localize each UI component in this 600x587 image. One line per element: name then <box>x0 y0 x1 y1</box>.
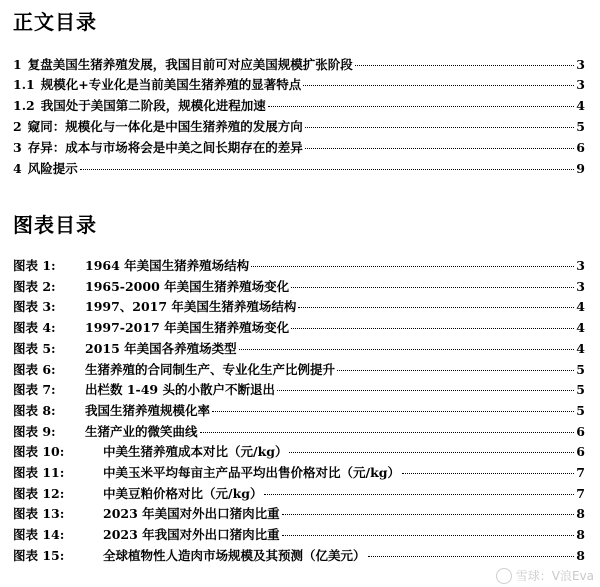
figure-entry-page: 3 <box>576 258 585 273</box>
figure-entry-title: 中美生猪养殖成本对比（元/kg） <box>103 444 288 460</box>
dot-leader <box>289 451 574 453</box>
figure-entry-prefix: 图表 10: <box>13 444 65 460</box>
figure-entry-page: 7 <box>576 465 585 480</box>
figure-entry-title: 1997-2017 年美国生猪养殖场变化 <box>85 320 290 336</box>
figure-entry-prefix: 图表 4: <box>13 320 56 336</box>
figure-entry-page: 8 <box>576 547 585 563</box>
figure-entry-prefix: 图表 15: <box>13 547 65 563</box>
figure-entry-title: 1997、2017 年美国生猪养殖场结构 <box>85 299 297 315</box>
figure-entry-page: 4 <box>576 340 585 356</box>
snowball-logo-icon <box>496 568 512 584</box>
figure-entry[interactable] <box>13 484 585 504</box>
toc-entry-page: 3 <box>576 77 585 92</box>
figure-entry-page: 4 <box>576 299 585 315</box>
toc-entry-number: 1 <box>13 57 22 72</box>
figure-entry[interactable] <box>13 360 585 380</box>
dot-leader <box>303 84 574 86</box>
figure-entry-prefix: 图表 14: <box>13 527 65 543</box>
figure-entry-title: 出栏数 1-49 头的小散户不断退出 <box>85 382 275 398</box>
dot-leader <box>264 493 574 495</box>
toc-entry-page: 3 <box>576 57 585 72</box>
figure-entry-title: 生猪养殖的合同制生产、专业化生产比例提升 <box>85 361 336 377</box>
figure-entry[interactable] <box>13 401 585 421</box>
figure-entry-title: 中美豆粕价格对比（元/kg） <box>103 485 263 501</box>
dot-leader <box>212 410 574 412</box>
figures-heading: 图表目录 <box>13 213 97 237</box>
toc-entry-title: 存异：成本与市场将会是中美之间长期存在的差异 <box>27 140 303 155</box>
figure-entry-title: 1964 年美国生猪养殖场结构 <box>85 258 250 273</box>
figure-entry-prefix: 图表 11: <box>13 465 65 480</box>
figure-entry-page: 5 <box>576 402 585 418</box>
figure-entry-page: 8 <box>576 527 585 543</box>
toc-entry[interactable] <box>13 75 585 95</box>
toc-entry-title: 规模化+专业化是当前美国生猪养殖的显著特点 <box>40 77 302 92</box>
figure-entry-prefix: 图表 13: <box>13 506 65 522</box>
figure-entry[interactable] <box>13 463 585 483</box>
toc-entry-title: 窥同：规模化与一体化是中国生猪养殖的发展方向 <box>27 119 303 134</box>
toc-entry[interactable] <box>13 138 585 158</box>
figure-entry-prefix: 图表 8: <box>13 402 56 418</box>
figure-entry-page: 6 <box>576 423 585 439</box>
figure-entry-prefix: 图表 2: <box>13 278 56 294</box>
dot-leader <box>239 348 575 350</box>
toc-entry[interactable] <box>13 55 585 75</box>
figure-entry[interactable] <box>13 525 585 545</box>
figure-entry-prefix: 图表 9: <box>13 423 56 439</box>
toc-entry[interactable] <box>13 159 585 179</box>
toc-entry-number: 1.2 <box>13 98 35 113</box>
dot-leader <box>200 431 575 433</box>
figure-entry-prefix: 图表 1: <box>13 258 56 273</box>
toc-entry-page: 9 <box>576 161 585 176</box>
dot-leader <box>251 265 574 267</box>
dot-leader <box>282 534 575 536</box>
figure-entry-title: 2023 年我国对外出口猪肉比重 <box>103 527 280 543</box>
watermark-text: 雪球：V浪Eva <box>515 569 594 583</box>
figure-entry[interactable] <box>13 504 585 524</box>
toc-entry-page: 5 <box>576 119 585 134</box>
toc-entry-number: 3 <box>13 140 22 155</box>
toc-entry-page: 6 <box>576 140 585 155</box>
figure-entry-prefix: 图表 12: <box>13 485 65 501</box>
figure-entry[interactable] <box>13 380 585 400</box>
figure-entry-prefix: 图表 6: <box>13 361 56 377</box>
figure-entry-page: 5 <box>576 361 585 377</box>
figure-entry-prefix: 图表 7: <box>13 382 56 398</box>
figure-entry-page: 8 <box>576 506 585 522</box>
figure-entry-page: 3 <box>576 278 585 294</box>
toc-entry-title: 我国处于美国第二阶段，规模化进程加速 <box>40 98 266 113</box>
figure-entry[interactable] <box>13 277 585 297</box>
toc-entry-number: 1.1 <box>13 77 35 92</box>
dot-leader <box>291 327 574 329</box>
toc-entry-title: 风险提示 <box>27 161 78 176</box>
dot-leader <box>305 126 575 128</box>
figure-entry-page: 5 <box>576 382 585 398</box>
figure-entry-title: 全球植物性人造肉市场规模及其预测（亿美元） <box>103 547 366 563</box>
figure-entry-title: 中美玉米平均每亩主产品平均出售价格对比（元/kg） <box>103 465 400 480</box>
figure-entry[interactable] <box>13 318 585 338</box>
figure-entry[interactable] <box>13 339 585 359</box>
dot-leader <box>337 369 574 371</box>
dot-leader <box>298 306 574 308</box>
figure-entry[interactable] <box>13 422 585 442</box>
watermark <box>496 567 594 584</box>
figure-entry-page: 7 <box>576 485 585 501</box>
dot-leader <box>305 147 575 149</box>
figure-entry-title: 1965-2000 年美国生猪养殖场变化 <box>85 278 290 294</box>
figure-entry[interactable] <box>13 442 585 462</box>
figure-entry-prefix: 图表 3: <box>13 299 56 315</box>
dot-leader <box>368 555 575 557</box>
dot-leader <box>402 472 574 474</box>
toc-entry-number: 4 <box>13 161 22 176</box>
toc-entry-page: 4 <box>576 98 585 113</box>
dot-leader <box>277 389 574 391</box>
toc-entry-number: 2 <box>13 119 22 134</box>
dot-leader <box>80 168 575 170</box>
figure-entry-prefix: 图表 5: <box>13 340 56 356</box>
figure-entry-title: 生猪产业的微笑曲线 <box>85 423 198 439</box>
dot-leader <box>268 105 575 107</box>
toc-entry[interactable] <box>13 96 585 116</box>
dot-leader <box>282 513 575 515</box>
figure-entry[interactable] <box>13 297 585 317</box>
figure-entry[interactable] <box>13 256 585 276</box>
dot-leader <box>355 64 575 66</box>
toc-entry-title: 复盘美国生猪养殖发展，我国目前可对应美国规模扩张阶段 <box>27 57 353 72</box>
figure-entry-title: 2023 年美国对外出口猪肉比重 <box>103 506 280 522</box>
dot-leader <box>291 286 574 288</box>
toc-heading: 正文目录 <box>13 10 97 34</box>
toc-entry[interactable] <box>13 117 585 137</box>
figure-entry-page: 4 <box>576 320 585 336</box>
figure-entry-title: 2015 年美国各养殖场类型 <box>85 340 237 356</box>
figure-entry[interactable] <box>13 546 585 566</box>
figure-entry-title: 我国生猪养殖规模化率 <box>85 402 211 418</box>
figure-entry-page: 6 <box>576 444 585 460</box>
